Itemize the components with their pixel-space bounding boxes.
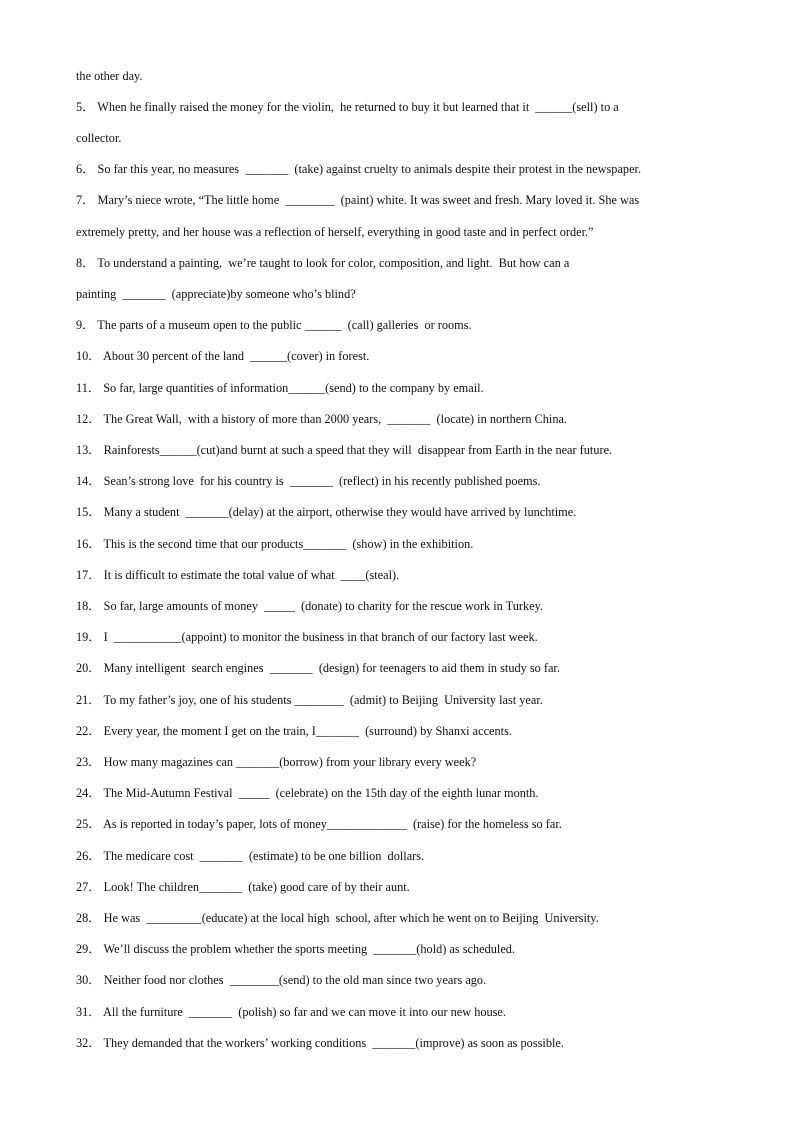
question-5-line-1: 5． When he finally raised the money for the violin, he returned to buy it but learned that it ______(sell) to a: [76, 100, 619, 114]
question-7-line-1: 7． Mary’s niece wrote, “The little home ________ (paint) white. It was sweet and fresh. Mary loved it. She was: [76, 193, 640, 207]
question-9: 9． The parts of a museum open to the public ______ (call) galleries or rooms.: [76, 318, 472, 332]
question-19: 19． I ___________(appoint) to monitor the business in that branch of our factory last week.: [76, 630, 538, 644]
question-11: 11． So far, large quantities of information______(send) to the company by email.: [76, 381, 484, 395]
question-8-line-1: 8． To understand a painting, we’re taught to look for color, composition, and light. But how can a: [76, 256, 570, 270]
question-32: 32． They demanded that the workers’ working conditions _______(improve) as soon as possible.: [76, 1036, 564, 1050]
question-31: 31． All the furniture _______ (polish) so far and we can move it into our new house.: [76, 1005, 506, 1019]
question-22: 22． Every year, the moment I get on the train, I_______ (surround) by Shanxi accents.: [76, 724, 512, 738]
question-6: 6． So far this year, no measures _______ (take) against cruelty to animals despite their protest in the newspaper.: [76, 162, 642, 176]
question-17: 17． It is difficult to estimate the total value of what ____(steal).: [76, 568, 400, 582]
question-25: 25． As is reported in today’s paper, lots of money_____________ (raise) for the homeless so far.: [76, 817, 562, 831]
question-16: 16． This is the second time that our products_______ (show) in the exhibition.: [76, 537, 474, 551]
question-26: 26． The medicare cost _______ (estimate) to be one billion dollars.: [76, 849, 425, 863]
question-7-line-2: extremely pretty, and her house was a reflection of herself, everything in good taste and in perfect order.”: [76, 225, 594, 239]
question-13: 13． Rainforests______(cut)and burnt at such a speed that they will disappear from Earth in the near future.: [76, 443, 613, 457]
question-29: 29． We’ll discuss the problem whether the sports meeting _______(hold) as scheduled.: [76, 942, 515, 956]
question-30: 30． Neither food nor clothes ________(send) to the old man since two years ago.: [76, 973, 487, 987]
question-10: 10． About 30 percent of the land ______(cover) in forest.: [76, 349, 370, 363]
question-23: 23． How many magazines can _______(borrow) from your library every week?: [76, 755, 477, 769]
question-24: 24． The Mid-Autumn Festival _____ (celebrate) on the 15th day of the eighth lunar month.: [76, 786, 539, 800]
question-18: 18． So far, large amounts of money _____ (donate) to charity for the rescue work in Turkey.: [76, 599, 544, 613]
question-12: 12． The Great Wall, with a history of more than 2000 years, _______ (locate) in northern China.: [76, 412, 567, 426]
question-27: 27． Look! The children_______ (take) good care of by their aunt.: [76, 880, 410, 894]
question-20: 20． Many intelligent search engines _______ (design) for teenagers to aid them in study so far.: [76, 661, 560, 675]
question-8-line-2: painting _______ (appreciate)by someone who’s blind?: [76, 287, 356, 301]
text-line: the other day.: [76, 69, 143, 83]
question-5-line-2: collector.: [76, 131, 122, 145]
question-21: 21． To my father’s joy, one of his students ________ (admit) to Beijing University last year.: [76, 693, 543, 707]
question-14: 14． Sean’s strong love for his country is _______ (reflect) in his recently published poems.: [76, 474, 541, 488]
question-15: 15． Many a student _______(delay) at the airport, otherwise they would have arrived by lunchtime.: [76, 505, 577, 519]
question-28: 28． He was _________(educate) at the local high school, after which he went on to Beijing University.: [76, 911, 599, 925]
